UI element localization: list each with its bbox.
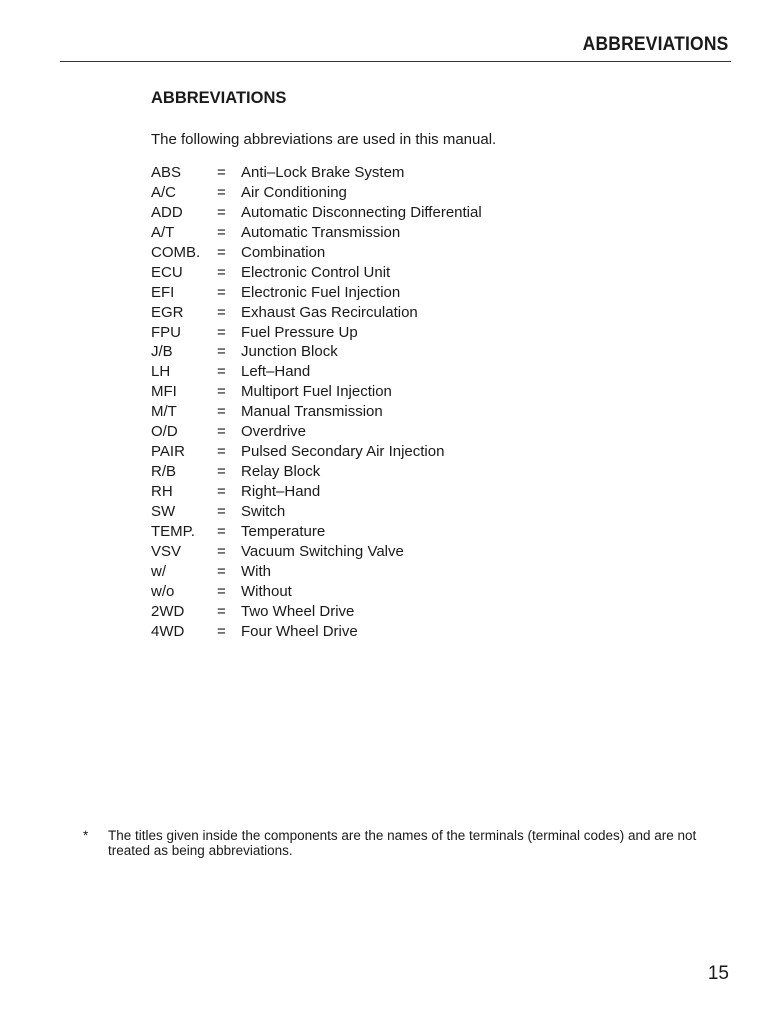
equals-sign: =: [217, 423, 226, 441]
abbreviation-term: ECU: [151, 263, 183, 281]
abbreviation-row: [151, 203, 482, 223]
equals-sign: =: [217, 303, 226, 321]
abbreviation-term: A/T: [151, 223, 175, 241]
equals-sign: =: [217, 502, 226, 520]
equals-sign: =: [217, 283, 226, 301]
abbreviation-definition: Two Wheel Drive: [241, 602, 355, 620]
section-title: ABBREVIATIONS: [151, 89, 287, 107]
abbreviation-term: 2WD: [151, 602, 185, 620]
abbreviation-term: PAIR: [151, 443, 185, 461]
equals-sign: =: [217, 542, 226, 560]
abbreviation-row: [151, 422, 482, 442]
abbreviation-definition: Four Wheel Drive: [241, 622, 358, 640]
abbreviation-term: ABS: [151, 164, 182, 181]
abbreviation-row: [151, 263, 482, 283]
abbreviation-term: FPU: [151, 323, 181, 341]
abbreviation-term: w/: [151, 562, 166, 580]
abbreviation-row: [151, 362, 482, 382]
abbreviation-definition: Air Conditioning: [241, 183, 347, 201]
equals-sign: =: [217, 323, 226, 341]
abbreviation-term: COMB.: [151, 243, 201, 261]
abbreviation-definition: Right–Hand: [241, 483, 321, 500]
equals-sign: =: [217, 363, 226, 381]
abbreviation-row: [151, 482, 482, 502]
abbreviation-row: [151, 582, 482, 602]
equals-sign: =: [217, 483, 226, 500]
abbreviation-definition: Pulsed Secondary Air Injection: [241, 443, 445, 461]
equals-sign: =: [217, 522, 226, 540]
equals-sign: =: [217, 443, 226, 461]
abbreviation-definition: Electronic Control Unit: [241, 263, 391, 281]
abbreviation-definition: Combination: [241, 243, 326, 261]
abbreviation-row: [151, 342, 482, 362]
abbreviation-row: [151, 163, 482, 183]
abbreviation-definition: Junction Block: [241, 343, 338, 361]
abbreviation-definition: Manual Transmission: [241, 403, 383, 421]
abbreviation-definition: Switch: [241, 502, 286, 520]
abbreviation-row: [151, 223, 482, 243]
abbreviation-row: [151, 283, 482, 303]
abbreviation-term: M/T: [151, 403, 177, 421]
equals-sign: =: [217, 243, 226, 261]
abbreviation-row: [151, 542, 482, 562]
abbreviation-definition: Anti–Lock Brake System: [241, 164, 405, 181]
abbreviation-row: [151, 323, 482, 343]
abbreviation-row: [151, 442, 482, 462]
equals-sign: =: [217, 463, 226, 481]
abbreviation-definition: Fuel Pressure Up: [241, 323, 358, 341]
abbreviation-definition: Temperature: [241, 522, 326, 540]
equals-sign: =: [217, 582, 226, 600]
abbreviation-row: [151, 462, 482, 482]
abbreviation-term: TEMP.: [151, 522, 195, 540]
footnote-text: The titles given inside the components are the names of the terminals (terminal codes) and are not treated as being abbreviations.: [108, 828, 697, 858]
abbreviation-term: O/D: [151, 423, 178, 441]
page-number: 15: [707, 963, 729, 984]
equals-sign: =: [217, 183, 226, 201]
abbreviation-term: A/C: [151, 183, 177, 201]
abbreviation-definition: Left–Hand: [241, 363, 311, 381]
running-header: ABBREVIATIONS: [582, 34, 728, 55]
abbreviation-term: RH: [151, 483, 173, 500]
abbreviation-term: EGR: [151, 303, 184, 321]
header-rule: [60, 61, 731, 62]
abbreviation-term: VSV: [151, 542, 182, 560]
abbreviation-definition: Automatic Transmission: [241, 223, 401, 241]
abbreviation-row: [151, 243, 482, 263]
abbreviation-row: [151, 402, 482, 422]
abbreviation-definition: Relay Block: [241, 463, 321, 481]
abbreviation-definition: Multiport Fuel Injection: [241, 383, 392, 401]
equals-sign: =: [217, 403, 226, 421]
abbreviation-term: LH: [151, 363, 171, 381]
abbreviation-definition: Overdrive: [241, 423, 307, 441]
abbreviation-definition: Electronic Fuel Injection: [241, 283, 401, 301]
abbreviation-term: SW: [151, 502, 176, 520]
footnote: [83, 828, 703, 858]
abbreviation-definition: Automatic Disconnecting Differential: [241, 203, 482, 221]
abbreviation-definition: Without: [241, 582, 292, 600]
abbreviation-term: 4WD: [151, 622, 185, 640]
abbreviation-row: [151, 562, 482, 582]
abbreviation-term: MFI: [151, 383, 177, 401]
equals-sign: =: [217, 263, 226, 281]
abbreviation-row: [151, 622, 482, 642]
equals-sign: =: [217, 203, 226, 221]
abbreviation-term: EFI: [151, 283, 175, 301]
equals-sign: =: [217, 223, 226, 241]
equals-sign: =: [217, 602, 226, 620]
equals-sign: =: [217, 622, 226, 640]
abbreviation-definition: With: [241, 562, 271, 580]
footnote-mark: *: [83, 828, 89, 843]
abbreviation-term: J/B: [151, 343, 173, 361]
equals-sign: =: [217, 383, 226, 401]
intro-text: The following abbreviations are used in this manual.: [151, 131, 497, 148]
abbreviation-row: [151, 602, 482, 622]
abbreviation-definition: Exhaust Gas Recirculation: [241, 303, 418, 321]
abbreviation-term: w/o: [151, 582, 175, 600]
abbreviation-row: [151, 303, 482, 323]
abbreviation-definition: Vacuum Switching Valve: [241, 542, 404, 560]
abbreviation-row: [151, 382, 482, 402]
equals-sign: =: [217, 562, 226, 580]
abbreviation-row: [151, 502, 482, 522]
abbreviation-term: ADD: [151, 203, 183, 221]
equals-sign: =: [217, 343, 226, 361]
abbreviation-list: [151, 163, 482, 642]
equals-sign: =: [217, 164, 226, 181]
abbreviation-row: [151, 522, 482, 542]
abbreviation-term: R/B: [151, 463, 177, 481]
abbreviation-row: [151, 183, 482, 203]
